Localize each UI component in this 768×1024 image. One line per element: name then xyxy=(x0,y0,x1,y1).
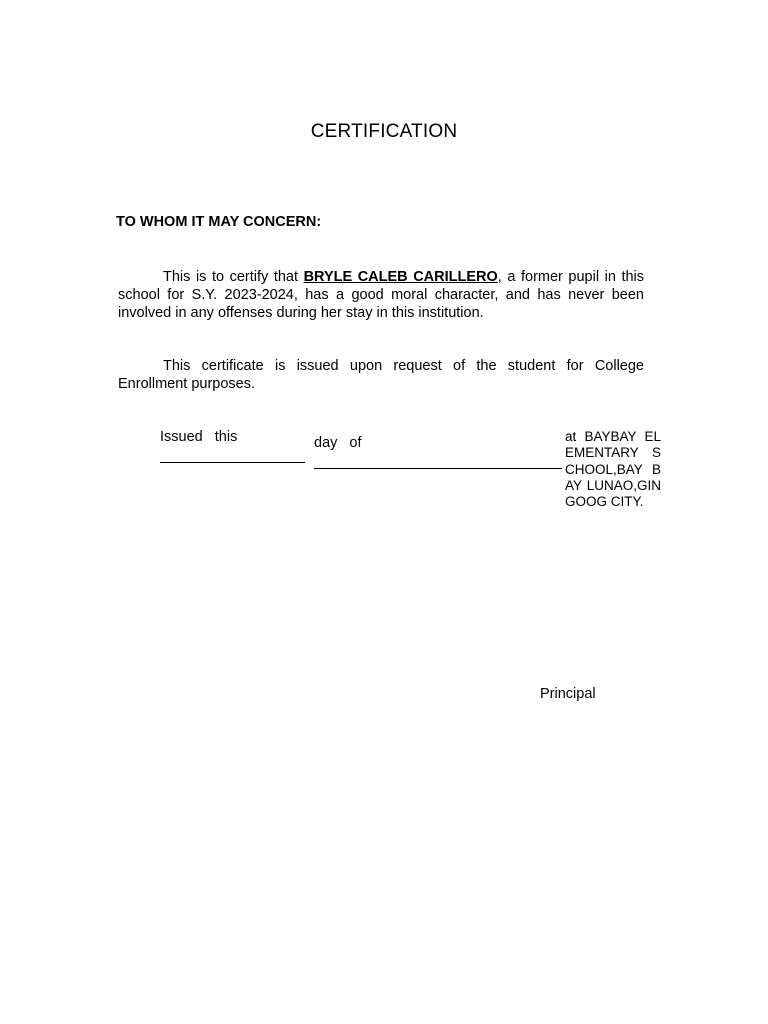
month-blank-line xyxy=(314,468,562,469)
paragraph-suffix: , a former pupil in this school for S.Y. 2023-2024, has a good moral character, and has never been involved in any offenses during her stay in this institution. xyxy=(118,269,645,321)
paragraph-prefix: This is to certify that xyxy=(163,269,304,285)
day-blank-line xyxy=(160,462,305,463)
certification-paragraph xyxy=(118,268,644,322)
issuance-location: at BAYBAY ELEMENTARY SCHOOL,BAY BAY LUNAO,GINGOOG CITY. xyxy=(565,429,661,510)
issued-label: Issued this xyxy=(160,429,238,445)
salutation: TO WHOM IT MAY CONCERN: xyxy=(116,214,322,230)
day-of-label: day of xyxy=(314,435,362,451)
purpose-paragraph: This certificate is issued upon request of the student for College Enrollment purposes. xyxy=(118,358,644,392)
student-name: BRYLE CALEB CARILLERO xyxy=(303,269,498,285)
document-title: CERTIFICATION xyxy=(310,121,458,142)
signatory-title: Principal xyxy=(540,686,596,702)
